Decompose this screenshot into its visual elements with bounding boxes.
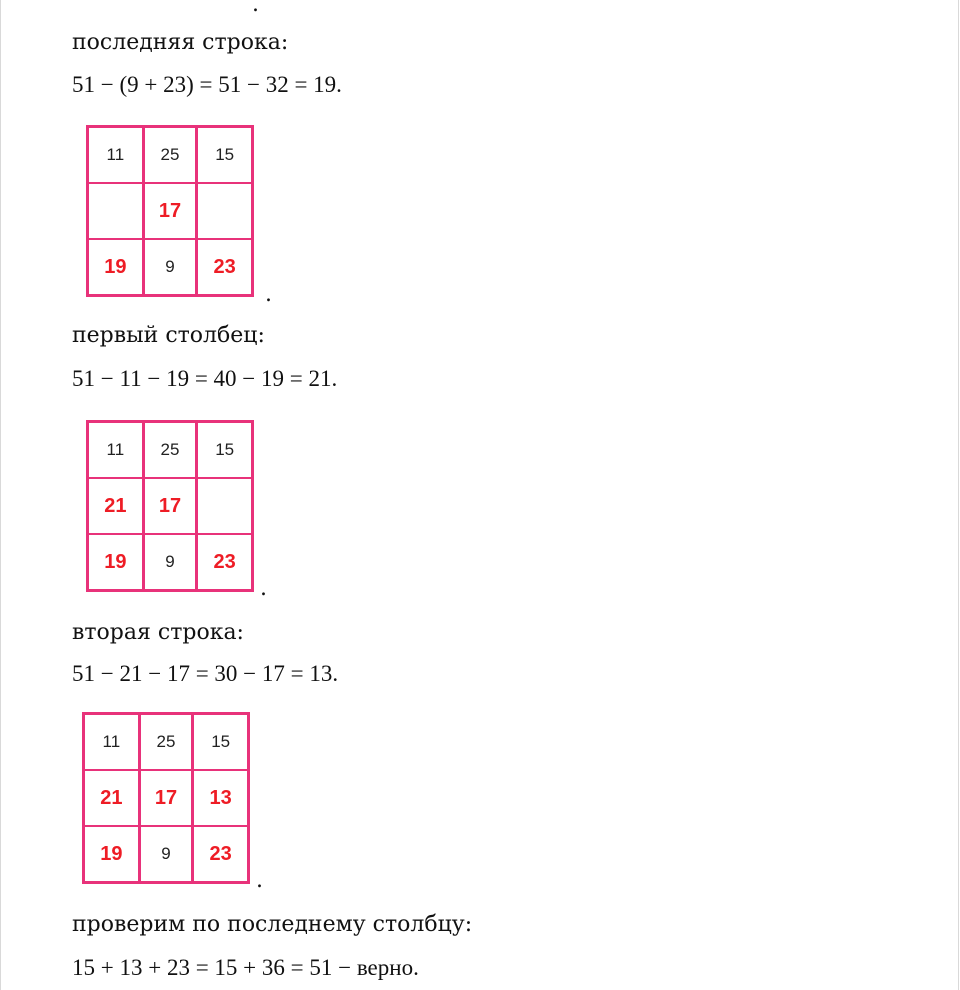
top-dot: . bbox=[252, 0, 259, 17]
cell: 23 bbox=[193, 826, 248, 882]
cell: 11 bbox=[84, 714, 139, 770]
equation-last-row: 51 − (9 + 23) = 51 − 32 = 19. bbox=[72, 72, 342, 97]
cell: 25 bbox=[139, 714, 194, 770]
cell: 25 bbox=[143, 127, 198, 183]
label-first-column: первый столбец: bbox=[72, 323, 265, 348]
cell: 15 bbox=[197, 127, 252, 183]
label-check-last-column: проверим по последнему столбцу: bbox=[72, 912, 473, 937]
block-dot: . bbox=[260, 576, 267, 601]
equation-second-row: 51 − 21 − 17 = 30 − 17 = 13. bbox=[72, 661, 339, 686]
cell: 19 bbox=[88, 534, 143, 590]
cell: 19 bbox=[84, 826, 139, 882]
cell bbox=[88, 183, 143, 239]
cell: 17 bbox=[139, 770, 194, 826]
cell: 17 bbox=[143, 183, 198, 239]
block-dot: . bbox=[265, 282, 272, 307]
magic-square-1 bbox=[86, 125, 254, 297]
cell: 21 bbox=[88, 478, 143, 534]
cell: 25 bbox=[143, 422, 198, 478]
block-dot: . bbox=[256, 868, 263, 893]
cell: 23 bbox=[197, 534, 252, 590]
label-second-row: вторая строка: bbox=[72, 620, 244, 645]
label-last-row: последняя строка: bbox=[72, 30, 289, 55]
cell: 11 bbox=[88, 422, 143, 478]
right-border bbox=[958, 0, 959, 990]
cell: 15 bbox=[193, 714, 248, 770]
cell: 11 bbox=[88, 127, 143, 183]
cell bbox=[197, 478, 252, 534]
cell: 9 bbox=[143, 534, 198, 590]
equation-check: 15 + 13 + 23 = 15 + 36 = 51 − верно. bbox=[72, 955, 419, 980]
cell: 9 bbox=[139, 826, 194, 882]
cell: 17 bbox=[143, 478, 198, 534]
cell: 13 bbox=[193, 770, 248, 826]
cell: 19 bbox=[88, 239, 143, 295]
cell: 21 bbox=[84, 770, 139, 826]
left-border bbox=[0, 0, 1, 990]
magic-square-3 bbox=[82, 712, 250, 884]
cell: 23 bbox=[197, 239, 252, 295]
cell: 9 bbox=[143, 239, 198, 295]
magic-square-2 bbox=[86, 420, 254, 592]
cell: 15 bbox=[197, 422, 252, 478]
cell bbox=[197, 183, 252, 239]
equation-first-column: 51 − 11 − 19 = 40 − 19 = 21. bbox=[72, 366, 338, 391]
